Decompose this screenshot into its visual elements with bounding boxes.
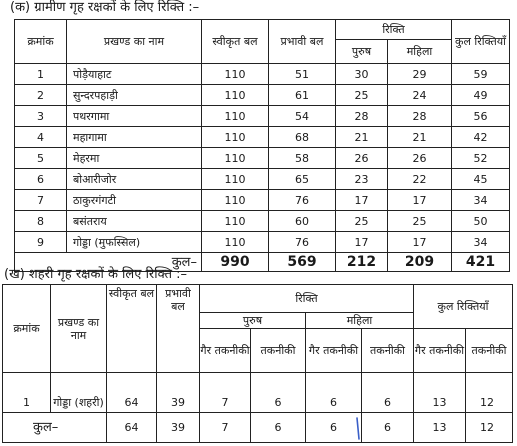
row-female: 26 <box>388 148 452 169</box>
row-female: 22 <box>388 169 452 190</box>
header-serial: क्रमांक <box>15 20 67 64</box>
total-total-non-technical: 13 <box>414 413 466 443</box>
header-female-non-technical: गैर तकनीकी <box>306 329 362 373</box>
rural-table-body <box>15 64 510 253</box>
header-serial: क्रमांक <box>3 285 51 373</box>
total-female-technical: 6 <box>362 413 414 443</box>
row-sanctioned: 110 <box>202 127 269 148</box>
row-block-name: सुन्दरपहाड़ी <box>67 85 202 106</box>
table-row <box>15 106 510 127</box>
header-total-vacancies: कुल रिक्तियाँ <box>414 285 513 329</box>
row-total: 34 <box>452 232 510 253</box>
header-effective: प्रभावी बल <box>269 20 336 64</box>
row-female: 21 <box>388 127 452 148</box>
row-female: 24 <box>388 85 452 106</box>
row-female: 28 <box>388 106 452 127</box>
table-row <box>15 169 510 190</box>
header-male: पुरुष <box>200 313 306 329</box>
row-effective: 65 <box>269 169 336 190</box>
row-male: 17 <box>336 232 388 253</box>
total-vacancies: 421 <box>452 253 510 272</box>
row-male: 23 <box>336 169 388 190</box>
header-block-name: प्रखण्ड का नाम <box>67 20 202 64</box>
row-effective: 76 <box>269 232 336 253</box>
total-label: कुल– <box>15 253 202 272</box>
row-total: 34 <box>452 190 510 211</box>
row-block-name: महागामा <box>67 127 202 148</box>
total-effective: 569 <box>269 253 336 272</box>
row-male: 26 <box>336 148 388 169</box>
row-male: 28 <box>336 106 388 127</box>
table-row <box>15 85 510 106</box>
row-effective: 58 <box>269 148 336 169</box>
row-total: 49 <box>452 85 510 106</box>
row-female-non-technical: 6 <box>306 373 362 413</box>
header-sanctioned: स्वीकृत बल <box>107 285 157 373</box>
row-effective: 39 <box>157 373 200 413</box>
row-male: 21 <box>336 127 388 148</box>
total-female: 209 <box>388 253 452 272</box>
total-female-non-technical: 6 <box>306 413 362 443</box>
header-vacancy: रिक्ति <box>200 285 414 313</box>
row-male: 25 <box>336 211 388 232</box>
row-total: 45 <box>452 169 510 190</box>
header-block-name: प्रखण्ड का नाम <box>51 285 107 373</box>
row-sanctioned: 110 <box>202 190 269 211</box>
row-effective: 61 <box>269 85 336 106</box>
total-sanctioned: 64 <box>107 413 157 443</box>
header-effective: प्रभावी बल <box>157 285 200 373</box>
table-row <box>15 64 510 85</box>
row-total-technical: 12 <box>466 373 513 413</box>
header-total-vacancies: कुल रिक्तियाँ <box>452 20 510 64</box>
header-female: महिला <box>306 313 414 329</box>
total-male-non-technical: 7 <box>200 413 251 443</box>
row-total: 52 <box>452 148 510 169</box>
row-block-name: मेहरमा <box>67 148 202 169</box>
row-sanctioned: 110 <box>202 64 269 85</box>
row-sanctioned: 110 <box>202 211 269 232</box>
row-serial: 5 <box>15 148 67 169</box>
row-serial: 9 <box>15 232 67 253</box>
row-female: 17 <box>388 232 452 253</box>
row-block-name: ठाकुरगंगटी <box>67 190 202 211</box>
header-sanctioned: स्वीकृत बल <box>202 20 269 64</box>
row-total: 59 <box>452 64 510 85</box>
row-effective: 76 <box>269 190 336 211</box>
urban-vacancy-table <box>2 284 513 443</box>
row-female: 29 <box>388 64 452 85</box>
row-block-name: पोड़ैयाहाट <box>67 64 202 85</box>
row-female: 17 <box>388 190 452 211</box>
row-sanctioned: 110 <box>202 148 269 169</box>
row-male: 30 <box>336 64 388 85</box>
header-male-non-technical: गैर तकनीकी <box>200 329 251 373</box>
total-effective: 39 <box>157 413 200 443</box>
row-male-non-technical: 7 <box>200 373 251 413</box>
row-total: 56 <box>452 106 510 127</box>
row-serial: 1 <box>15 64 67 85</box>
header-female-technical: तकनीकी <box>362 329 414 373</box>
row-effective: 68 <box>269 127 336 148</box>
row-total-non-technical: 13 <box>414 373 466 413</box>
total-male: 212 <box>336 253 388 272</box>
row-female: 25 <box>388 211 452 232</box>
row-block-name: गोड्डा (शहरी) <box>51 373 107 413</box>
table-row <box>15 232 510 253</box>
row-block-name: बसंतराय <box>67 211 202 232</box>
row-effective: 60 <box>269 211 336 232</box>
row-serial: 7 <box>15 190 67 211</box>
header-male-technical: तकनीकी <box>251 329 306 373</box>
total-total-technical: 12 <box>466 413 513 443</box>
total-row <box>3 413 513 443</box>
row-serial: 4 <box>15 127 67 148</box>
row-serial: 6 <box>15 169 67 190</box>
table-row <box>3 373 513 413</box>
header-female: महिला <box>388 40 452 64</box>
rural-vacancy-table <box>14 19 510 272</box>
row-serial: 2 <box>15 85 67 106</box>
row-sanctioned: 110 <box>202 169 269 190</box>
header-vacancy: रिक्ति <box>336 20 452 40</box>
row-sanctioned: 64 <box>107 373 157 413</box>
row-total: 42 <box>452 127 510 148</box>
table-row <box>15 127 510 148</box>
table-row <box>15 211 510 232</box>
section-a-title: (क) ग्रामीण गृह रक्षकों के लिए रिक्ति :– <box>10 0 200 15</box>
header-total-technical: तकनीकी <box>466 329 513 373</box>
row-sanctioned: 110 <box>202 106 269 127</box>
row-female-technical: 6 <box>362 373 414 413</box>
table-row <box>15 190 510 211</box>
row-male: 25 <box>336 85 388 106</box>
total-label: कुल– <box>3 413 107 443</box>
row-sanctioned: 110 <box>202 85 269 106</box>
row-sanctioned: 110 <box>202 232 269 253</box>
table-row <box>15 148 510 169</box>
header-total-non-technical: गैर तकनीकी <box>414 329 466 373</box>
row-block-name: पथरगामा <box>67 106 202 127</box>
row-male-technical: 6 <box>251 373 306 413</box>
header-male: पुरुष <box>336 40 388 64</box>
section-b-title: (ख) शहरी गृह रक्षकों के लिए रिक्ति :– <box>4 267 188 282</box>
row-serial: 3 <box>15 106 67 127</box>
row-effective: 54 <box>269 106 336 127</box>
row-serial: 1 <box>3 373 51 413</box>
total-sanctioned: 990 <box>202 253 269 272</box>
row-total: 50 <box>452 211 510 232</box>
row-block-name: गोड्डा (मुफस्सिल) <box>67 232 202 253</box>
row-effective: 51 <box>269 64 336 85</box>
pen-mark <box>356 417 362 441</box>
total-male-technical: 6 <box>251 413 306 443</box>
row-male: 17 <box>336 190 388 211</box>
row-serial: 8 <box>15 211 67 232</box>
row-block-name: बोआरीजोर <box>67 169 202 190</box>
